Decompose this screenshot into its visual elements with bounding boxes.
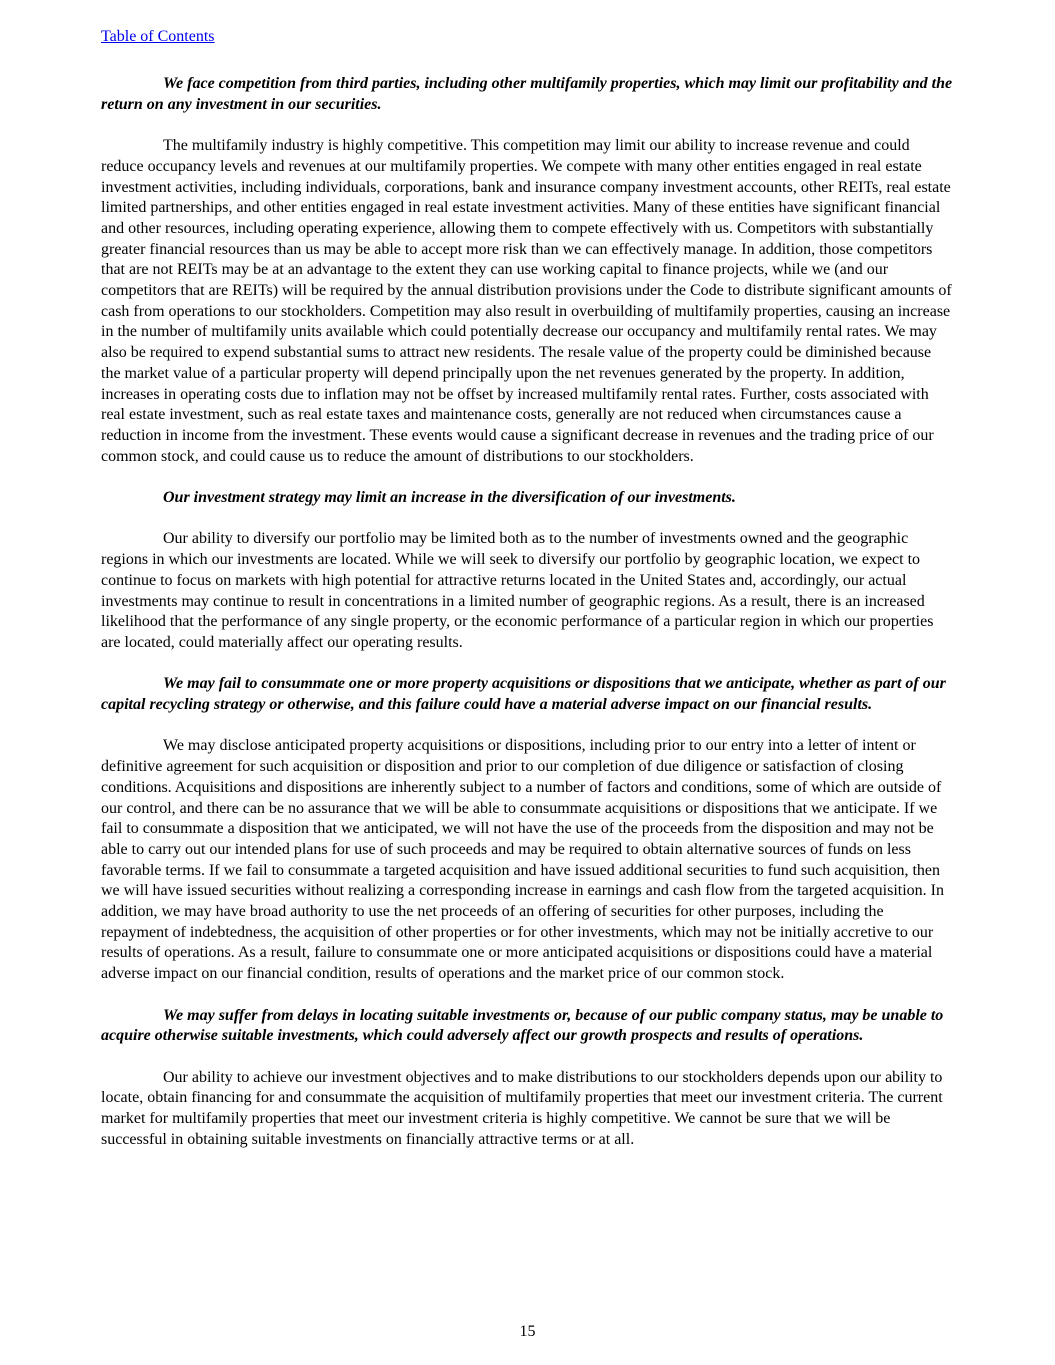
- document-body: [101, 74, 953, 1171]
- page-number: 15: [519, 1323, 536, 1340]
- section-heading-diversification: Our investment strategy may limit an increase in the diversification of our investments.: [163, 489, 736, 507]
- section-body-diversification: Our ability to diversify our portfolio may be limited both as to the number of investments owned and the geographic regions in which our investments are located. While we will seek to diversify our portfolio by geographic location, we expect to continue to focus on markets with high potential for attractive returns located in the United States and, accordingly, our actual investments may continue to result in concentrations in a limited number of geographic regions. As a result, there is an increased likelihood that the performance of any single property, or the economic performance of a particular region in which our properties are located, could materially affect our operating results.: [101, 530, 934, 651]
- section-body-competition: The multifamily industry is highly competitive. This competition may limit our ability to increase revenue and could reduce occupancy levels and revenues at our multifamily properties. We compete with many other entities engaged in real estate investment activities, including individuals, corporations, bank and insurance company investment accounts, other REITs, real estate limited partnerships, and other entities engaged in real estate investment activities. Many of these entities have significant financial and other resources, including operating experience, allowing them to compete effectively with us. Competitors with substantially greater financial resources than us may be able to accept more risk than we can effectively manage. In addition, those competitors that are not REITs may be at an advantage to the extent they can use working capital to finance projects, while we (and our competitors that are REITs) will be required by the annual distribution provisions under the Code to distribute significant amounts of cash from operations to our stockholders. Competition may also result in overbuilding of multifamily properties, causing an increase in the number of multifamily units available which could potentially decrease our occupancy and multifamily rental rates. We may also be required to expend substantial sums to attract new residents. The resale value of the property could be diminished because the market value of a particular property will depend principally upon the net revenues generated by the property. In addition, increases in operating costs due to inflation may not be offset by increased multifamily rental rates. Further, costs associated with real estate investment, such as real estate taxes and maintenance costs, generally are not reduced when circumstances cause a reduction in income from the investment. These events would cause a significant decrease in revenues and the trading price of our common stock, and could cause us to reduce the amount of distributions to our stockholders.: [101, 137, 952, 465]
- section-heading-acquisitions: We may fail to consummate one or more property acquisitions or dispositions that we anticipate, whether as part of our capital recycling strategy or otherwise, and this failure could have a material adverse impact on our financial results.: [101, 675, 946, 714]
- section-heading-delays: We may suffer from delays in locating suitable investments or, because of our public company status, may be unable to acquire otherwise suitable investments, which could adversely affect our growth prospects and results of operations.: [101, 1006, 944, 1045]
- table-of-contents-link[interactable]: Table of Contents: [101, 28, 215, 45]
- section-body-delays: Our ability to achieve our investment objectives and to make distributions to our stockholders depends upon our ability to locate, obtain financing for and consummate the acquisition of multifamily properties that meet our investment criteria. The current market for multifamily properties that meet our investment criteria is highly competitive. We cannot be sure that we will be successful in obtaining suitable investments on financially attractive terms or at all.: [101, 1068, 943, 1148]
- section-body-acquisitions: We may disclose anticipated property acquisitions or dispositions, including prior to our entry into a letter of intent or definitive agreement for such acquisition or disposition and prior to our completion of due diligence or satisfaction of closing conditions. Acquisitions and dispositions are inherently subject to a number of factors and conditions, some of which are outside of our control, and there can be no assurance that we will be able to consummate acquisitions or dispositions that we anticipate. If we fail to consummate a disposition that we anticipated, we will not have the use of the proceeds from the disposition and may not be able to carry out our intended plans for use of such proceeds and may be required to obtain alternative sources of funds on less favorable terms. If we fail to consummate a targeted acquisition and have issued additional securities to fund such acquisition, then we will have issued securities without realizing a corresponding increase in earnings and cash flow from the targeted acquisition. In addition, we may have broad authority to use the net proceeds of an offering of securities for other purposes, including the repayment of indebtedness, the acquisition of other properties or for other investments, which may not be initially accretive to our results of operations. As a result, failure to consummate one or more anticipated acquisitions or dispositions could have a material adverse impact on our financial condition, results of operations and the market price of our common stock.: [101, 737, 944, 983]
- section-heading-competition: We face competition from third parties, including other multifamily properties, which may limit our profitability and the return on any investment in our securities.: [101, 75, 953, 113]
